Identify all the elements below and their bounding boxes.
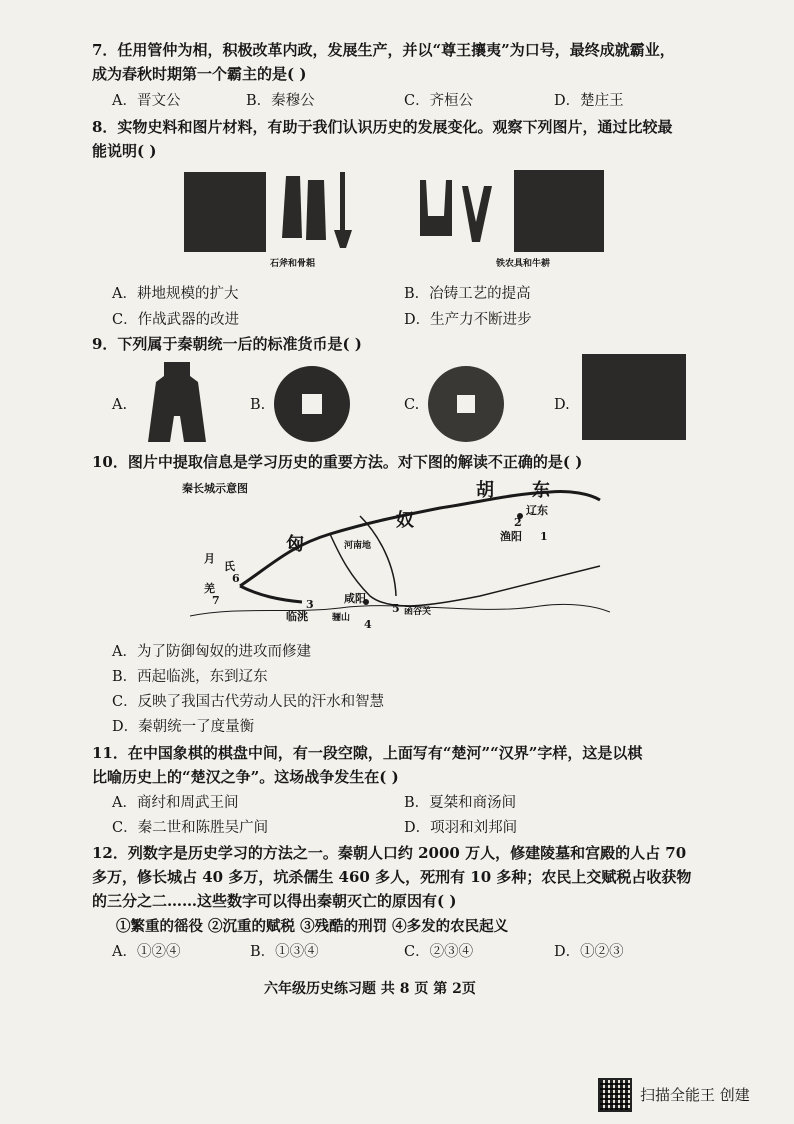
- map-label-yue: 月: [204, 552, 215, 565]
- q8-option-c: C．作战武器的改进: [112, 312, 240, 328]
- q8-stem-line2: 能说明( ): [92, 142, 157, 160]
- q8-stem-line1: 8．实物史料和图片材料，有助于我们认识历史的发展变化。观察下列图片，通过比较最: [92, 118, 673, 136]
- map-label-6: 6: [232, 572, 240, 585]
- map-label-liaodong: 辽东: [526, 504, 548, 517]
- q9-stem: 9．下列属于秦朝统一后的标准货币是( ): [92, 335, 362, 353]
- q7-stem-line1: 7．任用管仲为相，积极改革内政，发展生产，并以“尊王攘夷”为口号，最终成就霸业，: [92, 41, 675, 59]
- q9-option-a: A.: [112, 397, 128, 413]
- caption-iron-tools: 铁农具和牛耕: [496, 259, 551, 269]
- map-label-4: 4: [364, 618, 372, 631]
- map-label-2: 2: [514, 516, 522, 529]
- map-label-henandi: 河南地: [344, 541, 372, 551]
- q12-stem-line3: 的三分之二……这些数字可以得出秦朝灭亡的原因有( ): [92, 892, 457, 910]
- q10-option-a: A．为了防御匈奴的进攻而修建: [112, 644, 311, 660]
- map-label-yuyang: 渔阳: [500, 530, 522, 543]
- map-label-lintao: 临洮: [286, 610, 308, 623]
- spade-coin-image: [140, 360, 214, 444]
- q8-figure: [184, 168, 604, 272]
- map-label-1: 1: [540, 530, 548, 543]
- ox-plough-image: [514, 170, 604, 252]
- banknote-image: [582, 354, 686, 440]
- q10-option-b: B．西起临洮，东到辽东: [112, 669, 268, 685]
- q10-option-c: C．反映了我国古代劳动人民的汗水和智慧: [112, 694, 385, 710]
- map-label-dong: 东: [532, 480, 550, 501]
- map-label-3: 3: [306, 598, 314, 611]
- q12-stem-line2: 多万，修长城占 40 多万，坑杀儒生 460 多人，死刑有 10 多种；农民上交赋税占收获物: [92, 868, 692, 886]
- q8-option-a: A．耕地规模的扩大: [112, 286, 239, 302]
- q11-option-c: C．秦二世和陈胜吴广间: [112, 820, 269, 836]
- q9-option-c: C.: [404, 397, 420, 413]
- q8-option-b: B．冶铸工艺的提高: [404, 286, 531, 302]
- q9-option-d: D.: [554, 397, 570, 413]
- q7-option-c: C．齐桓公: [404, 93, 474, 109]
- q7-stem-line2: 成为春秋时期第一个霸主的是( ): [92, 65, 307, 83]
- map-label-hu: 胡: [476, 480, 494, 501]
- q12-option-b: B．①③④: [250, 944, 319, 960]
- page-footer: 六年级历史练习题 共 8 页 第 2页: [264, 981, 476, 997]
- round-coin-b-image: [270, 364, 354, 444]
- iron-tools-image: [416, 176, 502, 246]
- bone-spade-image: [278, 168, 364, 252]
- q11-stem-line1: 11．在中国象棋的棋盘中间，有一段空隙，上面写有“楚河”“汉界”字样，这是以棋: [92, 744, 643, 762]
- map-label-7: 7: [212, 594, 220, 607]
- stone-axe-image: [184, 172, 266, 252]
- q12-option-a: A．①②④: [112, 944, 181, 960]
- scanner-watermark: 扫描全能王 创建: [640, 1086, 750, 1104]
- q11-option-b: B．夏桀和商汤间: [404, 795, 517, 811]
- q12-option-c: C．②③④: [404, 944, 474, 960]
- great-wall-map: [180, 476, 610, 636]
- map-label-xianyang: 咸阳: [344, 592, 366, 605]
- map-label-5: 5: [392, 602, 400, 615]
- q11-option-a: A．商纣和周武王间: [112, 795, 239, 811]
- qr-code-icon: [598, 1078, 632, 1112]
- map-label-shi: 氏: [224, 560, 235, 573]
- caption-stone-axe: 石斧和骨耜: [270, 259, 316, 269]
- q8-option-d: D．生产力不断进步: [404, 312, 532, 328]
- map-label-hangu: 函谷关: [404, 607, 432, 617]
- map-label-qiang: 羌: [204, 582, 215, 595]
- q12-option-d: D．①②③: [554, 944, 624, 960]
- q10-option-d: D．秦朝统一了度量衡: [112, 719, 255, 735]
- q9-option-b: B.: [250, 397, 266, 413]
- map-label-xiong: 匈: [286, 534, 304, 555]
- q10-stem: 10．图片中提取信息是学习历史的重要方法。对下图的解读不正确的是( ): [92, 453, 583, 471]
- q11-stem-line2: 比喻历史上的“楚汉之争”。这场战争发生在( ): [92, 768, 399, 786]
- map-title: 秦长城示意图: [182, 482, 248, 495]
- q12-statement-items: ①繁重的徭役 ②沉重的赋税 ③残酷的刑罚 ④多发的农民起义: [116, 918, 509, 935]
- q7-option-a: A．晋文公: [112, 93, 181, 109]
- q7-option-b: B．秦穆公: [246, 93, 315, 109]
- map-label-lishan: 骊山: [332, 613, 351, 623]
- map-label-nu: 奴: [396, 510, 414, 531]
- q11-option-d: D．项羽和刘邦间: [404, 820, 518, 836]
- round-coin-c-image: [424, 364, 508, 444]
- q12-stem-line1: 12．列数字是历史学习的方法之一。秦朝人口约 2000 万人，修建陵墓和宫殿的人占 70: [92, 844, 687, 862]
- q7-option-d: D．楚庄王: [554, 93, 624, 109]
